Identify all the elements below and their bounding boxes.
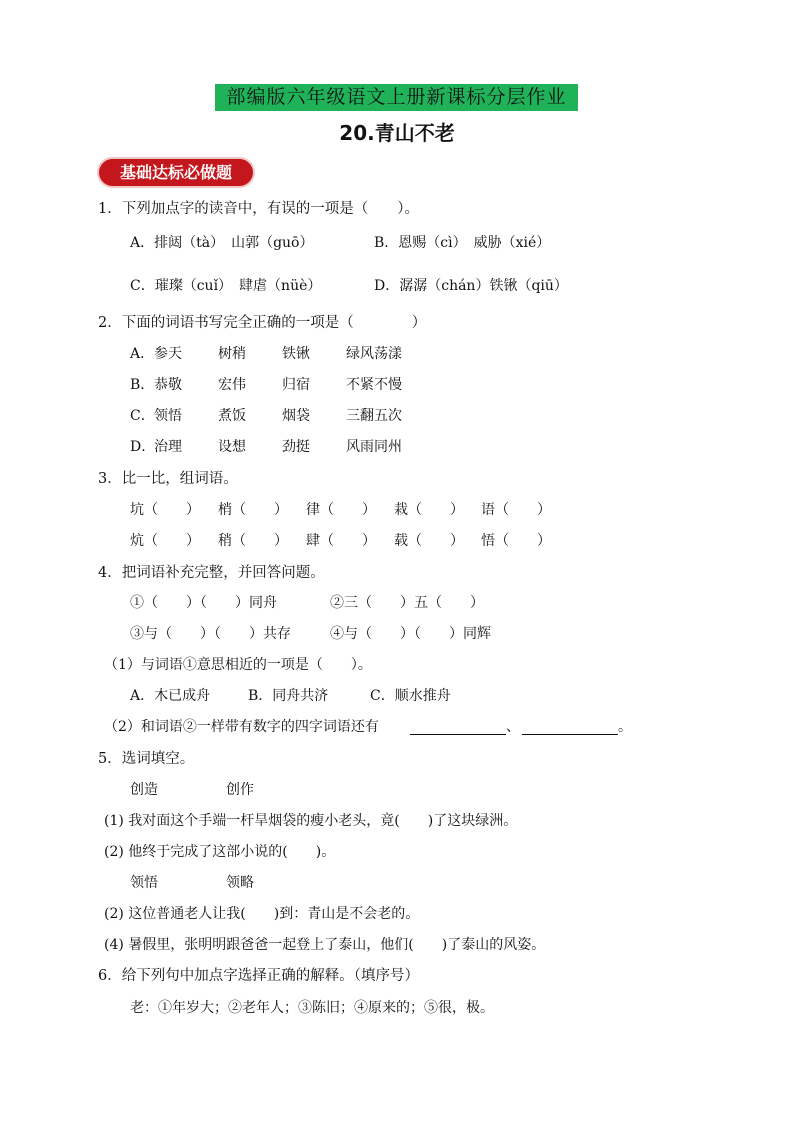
answer-blank-line[interactable] (410, 734, 506, 735)
q4-idiom-2[interactable]: ②三（ ）五（ ） (330, 595, 484, 611)
q6-definitions: 老：①年岁大；②老年人；③陈旧；④原来的；⑤很，极。 (130, 1000, 494, 1016)
q4-sub1-option-b: B．同舟共济 (248, 688, 329, 704)
question-6-stem: 6．给下列句中加点字选择正确的解释。（填序号） (98, 968, 419, 984)
q4-sub1-option-c: C．顺水推舟 (370, 688, 451, 704)
q3-blank[interactable]: 肆（ ） (306, 533, 376, 549)
question-3-stem: 3．比一比，组词语。 (98, 471, 238, 487)
q4-sub2-separator: 、 (506, 719, 520, 735)
q3-blank[interactable]: 梢（ ） (218, 502, 288, 518)
option-word: 铁锹 (282, 346, 310, 362)
option-word: 设想 (218, 439, 246, 455)
option-word: 劲挺 (282, 439, 310, 455)
answer-blank-line[interactable] (522, 734, 618, 735)
q4-idiom-3[interactable]: ③与（ ）（ ）共存 (130, 626, 291, 642)
option-word: 参天 (154, 346, 182, 362)
q4-sub-question-2: （2）和词语②一样带有数字的四字词语还有 (104, 719, 379, 735)
option-word: 恭敬 (154, 377, 182, 393)
q3-blank[interactable]: 律（ ） (306, 502, 376, 518)
question-2-stem: 2．下面的词语书写完全正确的一项是（ ） (98, 315, 427, 331)
question-5-stem: 5．选词填空。 (98, 751, 195, 767)
lesson-title: 20.青山不老 (339, 121, 455, 145)
q4-sub1-option-a: A．木已成舟 (130, 688, 211, 704)
worksheet-banner: 部编版六年级语文上册新课标分层作业 (215, 84, 578, 111)
q4-sub-question-1: （1）与词语①意思相近的一项是（ ）。 (104, 657, 372, 673)
section-badge: 基础达标必做题 (99, 159, 253, 186)
q3-blank[interactable]: 坑（ ） (130, 502, 200, 518)
option-word: 烟袋 (282, 408, 310, 424)
q5-sentence-2: (2) 他终于完成了这部小说的( )。 (104, 844, 336, 860)
option-word: 煮饭 (218, 408, 246, 424)
q1-option-d: D．潺潺（chán）铁锹（qiū） (374, 278, 568, 294)
q1-option-b: B．恩赐（cì） 威胁（xié） (374, 235, 551, 251)
q3-blank[interactable]: 炕（ ） (130, 533, 200, 549)
q3-blank[interactable]: 栽（ ） (394, 502, 464, 518)
q5-word-choice: 领悟 (130, 875, 158, 891)
q1-option-a: A．排闼（tà） 山郭（guō） (130, 235, 314, 251)
option-word: 宏伟 (218, 377, 246, 393)
option-word: 风雨同州 (346, 439, 402, 455)
option-letter: B． (130, 377, 155, 393)
question-1-stem: 1．下列加点字的读音中，有误的一项是（ ）。 (98, 201, 419, 217)
q3-blank[interactable]: 语（ ） (481, 502, 551, 518)
q3-blank[interactable]: 稍（ ） (218, 533, 288, 549)
question-4-stem: 4．把词语补充完整，并回答问题。 (98, 565, 325, 581)
q4-sub2-end: 。 (618, 719, 632, 735)
q5-word-choice: 创作 (226, 782, 254, 798)
option-letter: C． (130, 408, 155, 424)
q5-sentence-1: (1) 我对面这个手端一杆旱烟袋的瘦小老头，竟( )了这块绿洲。 (104, 813, 518, 829)
q5-sentence-4: (4) 暑假里，张明明跟爸爸一起登上了泰山，他们( )了泰山的风姿。 (104, 937, 546, 953)
q5-sentence-3: (2) 这位普通老人让我( )到：青山是不会老的。 (104, 906, 420, 922)
option-word: 不紧不慢 (346, 377, 402, 393)
option-word: 治理 (154, 439, 182, 455)
q4-idiom-4[interactable]: ④与（ ）（ ）同辉 (330, 626, 491, 642)
option-letter: D． (130, 439, 156, 455)
option-letter: A． (130, 346, 155, 362)
option-word: 领悟 (154, 408, 182, 424)
q3-blank[interactable]: 载（ ） (394, 533, 464, 549)
option-word: 归宿 (282, 377, 310, 393)
option-word: 三翻五次 (346, 408, 402, 424)
q5-word-choice: 领略 (226, 875, 254, 891)
option-word: 树稍 (218, 346, 246, 362)
q3-blank[interactable]: 悟（ ） (481, 533, 551, 549)
q5-word-choice: 创造 (130, 782, 158, 798)
q1-option-c: C．璀璨（cuǐ） 肆虐（nüè） (130, 278, 322, 294)
option-word: 绿风荡漾 (346, 346, 402, 362)
q4-idiom-1[interactable]: ①（ ）（ ）同舟 (130, 595, 277, 611)
